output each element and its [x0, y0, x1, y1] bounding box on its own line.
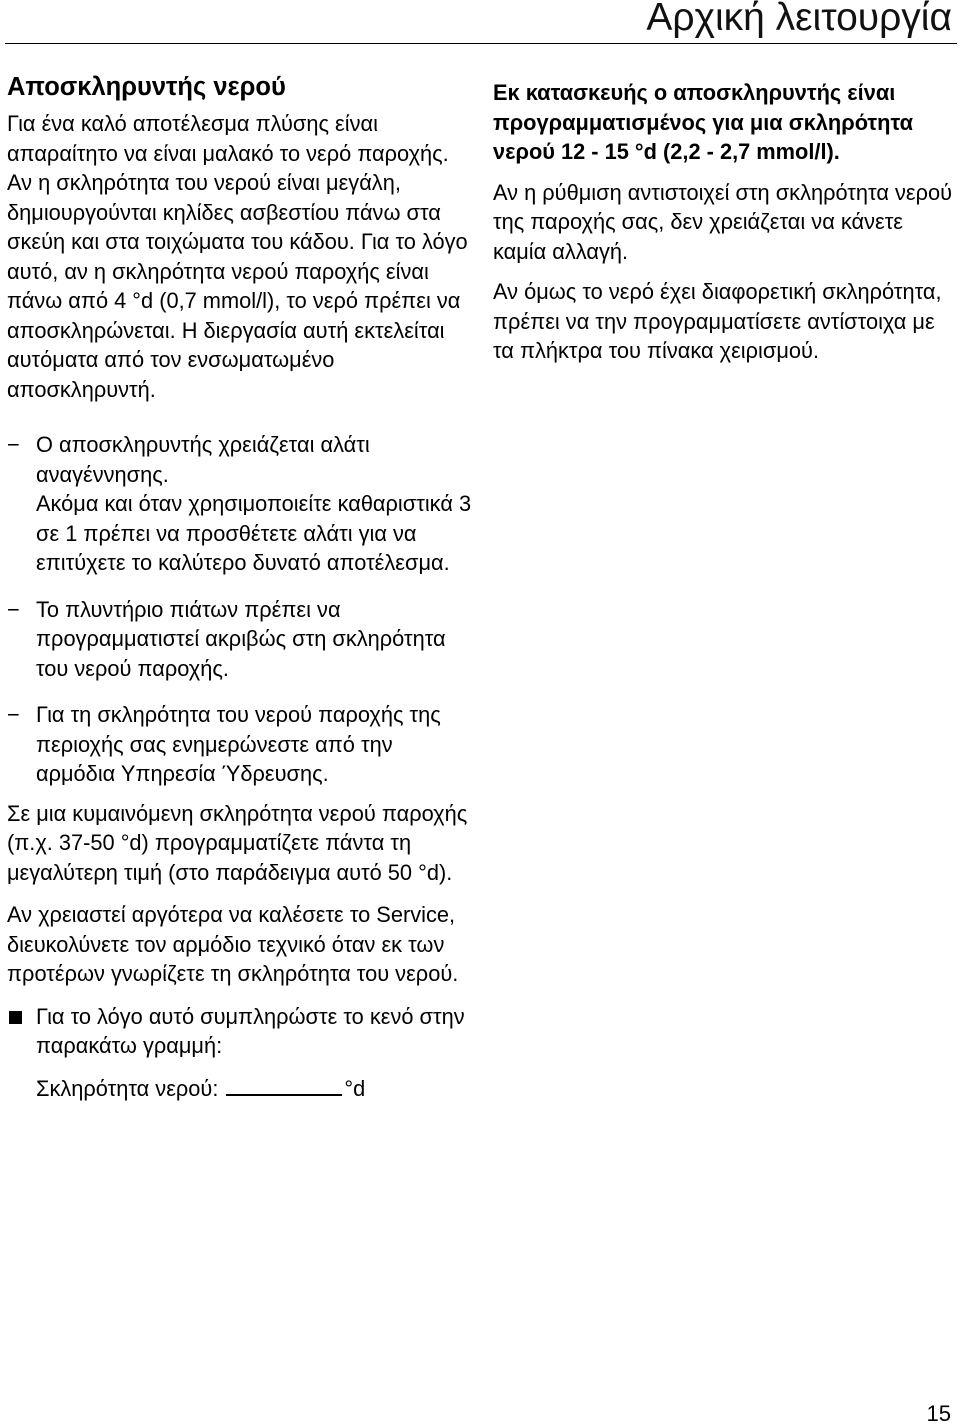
list-item-note: Ακόμα και όταν χρησιμοποιείτε καθαριστικά 3 σε 1 πρέπει να προσθέτετε αλάτι για να επιτύχετε το καλύτερο δυνατό αποτέλεσμα.	[36, 491, 472, 575]
list-item-text: Ο αποσκληρυντής χρειάζεται αλάτι αναγέννησης.	[36, 432, 370, 487]
right-column	[493, 78, 955, 377]
setting-different-paragraph: Αν όμως το νερό έχει διαφορετική σκληρότητα, πρέπει να την προγραμματίσετε αντίστοιχα με τα πλήκτρα του πίνακα χειρισμού.	[493, 279, 942, 363]
page-number: 15	[926, 1401, 951, 1426]
header-divider	[5, 43, 957, 44]
list-item	[7, 430, 473, 578]
intro-paragraph: Για ένα καλό αποτέλεσμα πλύσης είναι απαραίτητο να είναι μαλακό το νερό παροχής. Αν η σκληρότητα του νερού είναι μεγάλη, δημιουργούνται κηλίδες ασβεστίου πάνω στα σκεύη και στα τοιχώματα του κάδου. Για το λόγο αυτό, αν η σκληρότητα νερού παροχής είναι πάνω από 4 °d (0,7 mmol/l), το νερό πρέπει να αποσκληρώνεται. Η διεργασία αυτή εκτελείται αυτόματα από τον ενσωματωμένο αποσκληρυντή.	[7, 111, 468, 402]
left-column	[7, 72, 473, 1103]
section-heading: Αποσκληρυντής νερού	[7, 73, 286, 101]
list-item	[7, 700, 473, 789]
square-bullet-icon	[9, 1011, 22, 1024]
factory-setting-paragraph: Εκ κατασκευής ο αποσκληρυντής είναι προγραμματισμένος για μια σκληρότητα νερού 12 - 15 °d (2,2 - 2,7 mmol/l).	[493, 80, 913, 164]
fill-unit: °d	[344, 1075, 366, 1101]
water-hardness-fill-line	[7, 1074, 473, 1104]
fill-label: Σκληρότητα νερού:	[36, 1075, 219, 1101]
dash-marker: −	[7, 432, 20, 457]
service-paragraph: Αν χρειαστεί αργότερα να καλέσετε το Service, διευκολύνετε τον αρμόδιο τεχνικό όταν εκ των προτέρων γνωρίζετε τη σκληρότητα του νερού.	[7, 902, 459, 986]
page-header-title: Αρχική λειτουργία	[646, 0, 952, 39]
fill-in-blank[interactable]	[226, 1076, 342, 1096]
dash-marker: −	[7, 702, 20, 727]
action-text: Για το λόγο αυτό συμπληρώστε το κενό στην παρακάτω γραμμή:	[36, 1003, 465, 1058]
action-item	[7, 1002, 473, 1061]
setting-match-paragraph: Αν η ρύθμιση αντιστοιχεί στη σκληρότητα νερού της παροχής σας, δεν χρειάζεται να κάνετε καμία αλλαγή.	[493, 179, 953, 264]
dash-marker: −	[7, 596, 20, 622]
list-item-text: Για τη σκληρότητα του νερού παροχής της περιοχής σας ενημερώνεστε από την αρμόδια Υπηρεσία Ύδρευσης.	[36, 702, 441, 786]
varying-hardness-paragraph: Σε μια κυμαινόμενη σκληρότητα νερού παροχής (π.χ. 37-50 °d) προγραμματίζετε πάντα τη μεγαλύτερη τιμή (στο παράδειγμα αυτό 50 °d).	[7, 800, 468, 885]
list-item-text: Το πλυντήριο πιάτων πρέπει να προγραμματιστεί ακριβώς στη σκληρότητα του νερού παροχής.	[36, 596, 446, 681]
list-item	[7, 595, 473, 684]
